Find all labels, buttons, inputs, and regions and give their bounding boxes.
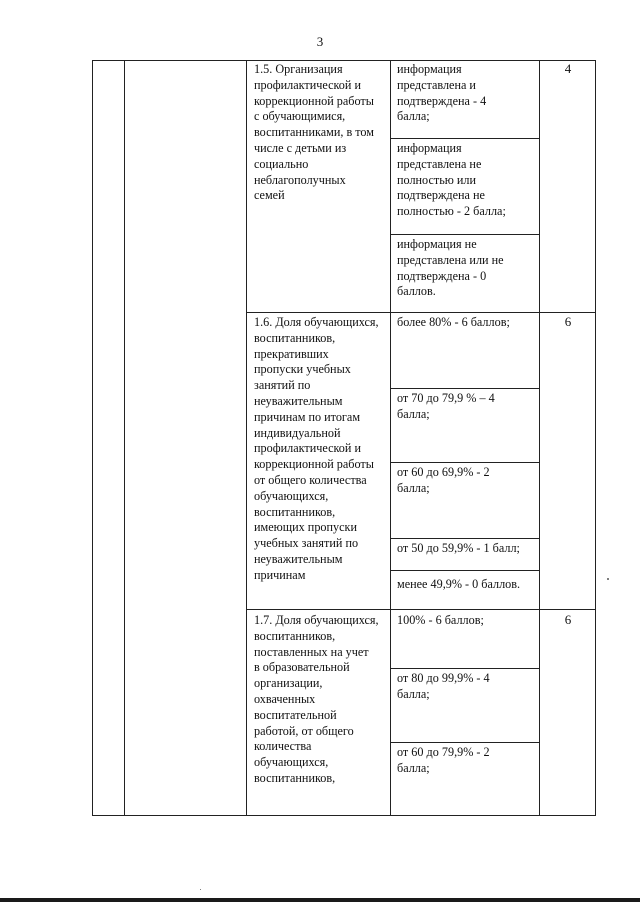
table-col-divider-3 [390, 60, 391, 816]
criteria-separator [390, 538, 540, 539]
row-separator [246, 609, 596, 610]
criteria-separator [390, 742, 540, 743]
table-left-border [92, 60, 93, 816]
table-bottom-border [92, 815, 596, 816]
criterion-text: от 50 до 59,9% - 1 балл; [397, 541, 520, 555]
criterion-text: от 60 до 79,9% - 2 балла; [397, 745, 490, 775]
table-top-border [92, 60, 596, 61]
criterion-text: информация представлена не полностью или подтверждена не полностью - 2 балла; [397, 141, 506, 219]
criterion-text: от 60 до 69,9% - 2 балла; [397, 465, 490, 495]
criterion-text: менее 49,9% - 0 баллов. [397, 577, 521, 591]
table-col-divider-2 [246, 60, 247, 816]
max-score: 6 [564, 314, 572, 329]
criterion-text: информация представлена и подтверждена - 4 балла; [397, 62, 487, 124]
table-col-divider-1 [124, 60, 125, 816]
criterion-text: от 70 до 79,9 % – 4 балла; [397, 391, 495, 421]
max-score: 4 [564, 61, 572, 76]
indicator-text: 1.7. Доля обучающихся, воспитанников, поставленных на учет в образовательной организации, охваченных воспитательной работой, от общего количества обучающихся, воспитанников, [254, 613, 379, 785]
scan-bottom-edge [0, 898, 640, 902]
page-number: 3 [316, 34, 324, 49]
criteria-separator [390, 570, 540, 571]
max-score: 6 [564, 612, 572, 627]
indicator-text: 1.5. Организация профилактической и коррекционной работы с обучающимися, воспитанниками, в том числе с детьми из социально неблагополучных семей [254, 62, 374, 203]
table-right-border [595, 60, 596, 816]
criteria-separator [390, 388, 540, 389]
criterion-text: более 80% - 6 баллов; [397, 315, 510, 329]
criteria-separator [390, 668, 540, 669]
criteria-separator [390, 234, 540, 235]
criteria-separator [390, 462, 540, 463]
table-col-divider-4 [539, 60, 540, 816]
scan-speck [607, 578, 609, 580]
criteria-separator [390, 138, 540, 139]
indicator-text: 1.6. Доля обучающихся, воспитанников, прекративших пропуски учебных занятий по неуважительным причинам по итогам индивидуальной профилактической и коррекционной работы от общего количества обучающихся, воспитанников, имеющих пропуски учебных занятий по неуважительным причинам [254, 315, 379, 582]
criterion-text: от 80 до 99,9% - 4 балла; [397, 671, 490, 701]
criterion-text: информация не представлена или не подтверждена - 0 баллов. [397, 237, 504, 299]
scan-speck [200, 889, 201, 890]
row-separator [246, 312, 596, 313]
criterion-text: 100% - 6 баллов; [397, 613, 484, 627]
